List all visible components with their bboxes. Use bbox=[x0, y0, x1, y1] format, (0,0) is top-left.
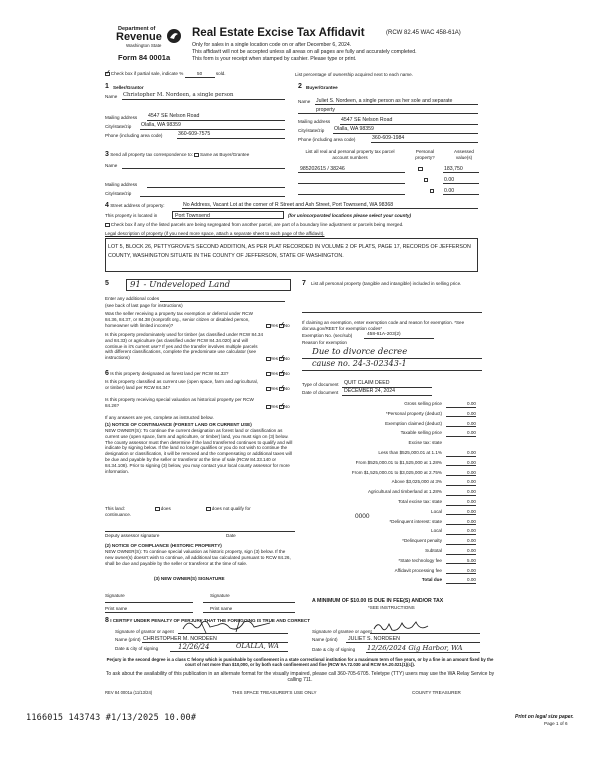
parcel-head-assessed: Assessed value(s) bbox=[454, 149, 474, 160]
tax-row-label: Above $3,025,000 at 3% bbox=[391, 479, 442, 485]
sec8-number: 8 bbox=[105, 617, 109, 624]
land-does-not-checkbox[interactable] bbox=[206, 507, 211, 512]
legal-description: LOT 5, BLOCK 26, PETTYGROVE'S SECOND ADDITION, AS PER PLAT RECORDED IN VOLUME 2 OF PLATS, PAGE 17, RECORDS OF JEFFERSON COUNTY, WASHINGTON SITUATE IN THE COUNTY OF JEFFERSON, STATE OF WASHINGTON. bbox=[108, 244, 471, 259]
treasurer-only: THIS SPACE TREASURER'S USE ONLY bbox=[232, 690, 317, 695]
corr-city-field[interactable] bbox=[140, 196, 285, 197]
grantor-sig-label: Signature of grantor or agent bbox=[115, 629, 174, 634]
tax-row-value[interactable]: 0.00 bbox=[446, 528, 476, 535]
tax-row-value[interactable]: 0.00 bbox=[446, 411, 476, 418]
sec5-number: 5 bbox=[105, 280, 109, 287]
sec5-q1-no-checkbox[interactable] bbox=[279, 324, 284, 329]
notice2-body: NEW OWNER(S): To continue special valuation as historic property, sign (3) below. If the new owner(s) doesn't wish to continue, all additional tax calculated pursuant to RCW 84.26, shall be due and payable by the seller or transferor at the time of sale. bbox=[105, 549, 291, 566]
sec6-if-yes: If any answers are yes, complete as instructed below. bbox=[105, 415, 214, 420]
deputy-signature-label: Deputy assessor signature bbox=[105, 533, 160, 538]
partial-sale-percent[interactable]: 50 bbox=[185, 71, 215, 78]
notice2-heading: (2) NOTICE OF COMPLIANCE (HISTORIC PROPERTY) bbox=[105, 543, 222, 548]
tax-row-label: Total excise tax: state bbox=[398, 499, 442, 504]
see-instructions: *SEE INSTRUCTIONS bbox=[368, 605, 415, 610]
grantee-date[interactable]: 12/26/2024 Gig Harbor, WA bbox=[367, 644, 463, 652]
dept-line2: Revenue bbox=[116, 31, 162, 43]
buyer-city[interactable]: Olalla, WA 98359 bbox=[334, 126, 374, 132]
tax-row-value[interactable]: 0.00 bbox=[446, 450, 476, 457]
legal-description-box[interactable] bbox=[105, 238, 478, 272]
doc-date-label: Date of document bbox=[302, 390, 339, 395]
seller-mail-label: Mailing address bbox=[105, 115, 138, 120]
correspondence-section-number: 3 bbox=[105, 151, 109, 158]
this-land-label: This land: bbox=[105, 506, 125, 511]
grantee-name-label: Name (print) bbox=[312, 637, 338, 642]
page-number: Page 1 of 6 bbox=[544, 721, 568, 726]
certify-text: I CERTIFY UNDER PENALTY OF PERJURY THAT THE FOREGOING IS TRUE AND CORRECT bbox=[110, 618, 311, 623]
tax-row-label: *Delinquent penalty bbox=[402, 538, 442, 544]
seller-phone[interactable]: 360-609-7575 bbox=[178, 131, 211, 137]
sec5-q2-yes-checkbox[interactable] bbox=[266, 357, 271, 362]
sec6-q2-no-checkbox[interactable] bbox=[279, 387, 284, 392]
buyer-phone-label: Phone (including area code) bbox=[298, 137, 356, 142]
parcel-1-assessed[interactable]: 183,750 bbox=[444, 166, 463, 172]
buyer-section-number: 2 bbox=[298, 83, 302, 90]
grantor-date[interactable]: 12/26/24 bbox=[178, 643, 210, 651]
address-label: Street address of property: bbox=[110, 203, 165, 208]
tax-row-label: Excise tax: state bbox=[408, 440, 442, 446]
alt-format-text: To ask about the availability of this publication in an alternate format for the visually impaired, please call 360-705-6705. Teletype (TTY) users may use the WA Relay Service by calling 711. bbox=[105, 671, 495, 683]
segregate-checkbox[interactable] bbox=[105, 223, 110, 228]
notice3-heading: (3) NEW OWNER(S) SIGNATURE bbox=[154, 576, 225, 581]
doc-date[interactable]: DECEMBER 24, 2024 bbox=[344, 388, 396, 394]
buyer-heading: Buyer/Grantee bbox=[306, 85, 338, 90]
corr-mail-label: Mailing address bbox=[105, 182, 138, 187]
seller-city-label: City/state/zip bbox=[105, 124, 132, 129]
deputy-date-label: Date bbox=[226, 533, 236, 538]
header-note2: This affidavit will not be accepted unless all areas on all pages are fully and accurately completed. bbox=[192, 49, 417, 55]
partial-sale-checkbox[interactable] bbox=[105, 72, 110, 77]
see-back-note: (see back of last page for instructions) bbox=[105, 303, 183, 308]
tax-row-label: Total due bbox=[421, 577, 442, 583]
sec5-q2: Is this property predominately used for timber (as classified under RCW 84.34 and 84.33) or agriculture (as classified under RCW 84.34.020) and will continue in it's current use? If yes and the transfer involves multiple parcels with different classifications, complete the predominate use calculator (see instructions) bbox=[105, 332, 264, 361]
parcel-2-assessed[interactable]: 0.00 bbox=[444, 177, 455, 183]
tax-row-value[interactable]: 0.00 bbox=[446, 499, 476, 506]
parcel-1[interactable]: 985202615 / 38246 bbox=[300, 166, 345, 172]
reason-line-2[interactable]: cause no. 24-3-02343-1 bbox=[312, 359, 407, 368]
seller-city[interactable]: Olalla, WA 98359 bbox=[141, 122, 181, 128]
notice1-heading: (1) NOTICE OF CONTINUANCE (FOREST LAND OR CURRENT USE) bbox=[105, 422, 252, 427]
grantee-name[interactable]: JULIET S. NORDEEN bbox=[348, 636, 400, 642]
buyer-city-label: City/state/zip bbox=[298, 128, 325, 133]
tax-row-label: Agricultural and timberland at 1.28% bbox=[367, 489, 442, 495]
property-address[interactable]: No Address, Vacant Lot at the corner of R Street and Ash Street, Port Townsend, WA 98368 bbox=[183, 202, 394, 208]
sec6-number: 6 bbox=[105, 370, 109, 377]
tax-row-value[interactable]: 0.00 bbox=[446, 538, 476, 545]
legal-label: Legal description of property (if you need more space, attach a separate sheet to each page of the affidavit). bbox=[105, 231, 325, 236]
new-owner-signature-2[interactable]: Signature bbox=[210, 593, 230, 598]
tax-row-label: Taxable selling price bbox=[400, 430, 442, 436]
sec6-q2: Is this property classified as current use (open space, farm and agricultural, or timber) land per RCW 84.34? bbox=[105, 379, 258, 390]
sec6-q1-no-checkbox[interactable] bbox=[279, 372, 284, 377]
tax-row-value[interactable]: 5.00 bbox=[446, 558, 476, 565]
sec6-q3-no-checkbox[interactable] bbox=[279, 405, 284, 410]
seller-section-number: 1 bbox=[105, 83, 109, 90]
parcel-head-list: List all real and personal property tax parcel account numbers bbox=[305, 149, 395, 160]
tax-row-label: *Delinquent interest: state bbox=[389, 518, 442, 524]
parcel-3-personal-checkbox[interactable] bbox=[430, 189, 435, 194]
exemption-intro: If claiming an exemption, enter exemption code and reason for exemption. *See dor.wa.gov/REET for exemption codes* bbox=[302, 320, 465, 331]
tax-row-value[interactable]: 0.00 bbox=[446, 460, 476, 467]
form-rcw: (RCW 82.45 WAC 458-61A) bbox=[386, 30, 461, 36]
located-note: (for unincorporated locations please select your county) bbox=[288, 213, 412, 218]
local-code: 0000 bbox=[355, 513, 370, 520]
buyer-mail[interactable]: 4547 SE Nelson Road bbox=[341, 117, 393, 123]
buyer-mail-label: Mailing address bbox=[298, 119, 331, 124]
grantee-date-label: Date & city of signing bbox=[312, 647, 356, 652]
tax-row-value[interactable]: 0.00 bbox=[446, 489, 476, 496]
doc-type[interactable]: QUIT CLAIM DEED bbox=[344, 380, 390, 386]
partial-sale-label: Check box if partial sale, indicate % bbox=[110, 71, 184, 76]
tax-row-value[interactable]: 0.00 bbox=[446, 479, 476, 486]
tax-row-label: From $525,000.01 to $1,525,000 at 1.28% bbox=[355, 459, 442, 465]
recording-stamp: 1166015 143743 #1/13/2025 10.00# bbox=[26, 713, 197, 723]
tax-row-value[interactable]: 0.00 bbox=[446, 577, 476, 584]
parcel-3-assessed[interactable]: 0.00 bbox=[444, 188, 455, 194]
tax-row-label: Local bbox=[431, 528, 442, 534]
tax-row-value[interactable]: 0.00 bbox=[446, 568, 476, 575]
sec7-label: List all personal property (tangible and intangible) included in selling price. bbox=[311, 281, 462, 286]
parcel-2[interactable] bbox=[298, 183, 405, 184]
parcel-2-personal-checkbox[interactable] bbox=[424, 178, 429, 183]
sec6-q3: Is this property receiving special valuation as historical property per RCW 84.26? bbox=[105, 397, 254, 408]
buyer-name[interactable]: Juliet S. Nordeen, a single person as her sole and separate property bbox=[316, 98, 453, 113]
seller-mail[interactable]: 4547 SE Nelson Road bbox=[148, 113, 200, 119]
buyer-phone[interactable]: 360-609-1984 bbox=[372, 135, 405, 141]
partial-sale bbox=[105, 71, 226, 78]
dept-line1: Department of bbox=[118, 26, 156, 32]
same-as-buyer-checkbox[interactable] bbox=[194, 153, 199, 158]
tax-row-label: *State technology fee bbox=[398, 557, 442, 563]
dept-line3: Washington State bbox=[126, 43, 162, 48]
grantor-name-label: Name (print) bbox=[115, 637, 141, 642]
parcel-3[interactable] bbox=[298, 194, 405, 195]
tax-row-label: Less than $525,000.01 at 1.1% bbox=[378, 450, 442, 455]
tax-row-label: Subtotal bbox=[425, 548, 442, 553]
tax-row-value[interactable]: 0.00 bbox=[446, 509, 476, 516]
sec6-q2-yes-checkbox[interactable] bbox=[266, 387, 271, 392]
seller-name[interactable]: Christopher M. Nordeen, a single person bbox=[123, 92, 234, 98]
grantor-name[interactable]: CHRISTOPHER M. NORDEEN bbox=[143, 636, 217, 642]
sec6-q1: Is this property designated as forest land per RCW 84.33? bbox=[110, 371, 229, 376]
ownership-note: List percentage of ownership acquired next to each name. bbox=[295, 72, 413, 77]
reason-line-1[interactable]: Due to divorce decree bbox=[312, 347, 408, 357]
land-use-select[interactable]: 91 - Undeveloped Land bbox=[126, 279, 291, 291]
located-select[interactable]: Port Townsend bbox=[172, 211, 284, 219]
land-does-checkbox[interactable] bbox=[155, 507, 160, 512]
grantor-city[interactable]: OLALLA, WA bbox=[236, 642, 279, 650]
seller-name-label: Name bbox=[105, 94, 118, 99]
tax-row-label: Local bbox=[431, 508, 442, 514]
header-note3: This form is your receipt when stamped by cashier. Please type or print. bbox=[192, 56, 357, 62]
dor-emblem-icon bbox=[166, 28, 182, 44]
additional-codes-field[interactable] bbox=[160, 301, 285, 302]
tax-row-value[interactable]: 0.00 bbox=[446, 519, 476, 526]
tax-row-value[interactable]: 0.00 bbox=[446, 421, 476, 428]
corr-name-field[interactable] bbox=[122, 168, 285, 169]
sec6-q1-yes-checkbox[interactable] bbox=[266, 372, 271, 377]
grantor-date-label: Date & city of signing bbox=[115, 646, 159, 651]
minimum-note: A MINIMUM OF $10.00 IS DUE IN FEE(S) AND/OR TAX bbox=[312, 598, 444, 604]
buyer-name-label: Name bbox=[298, 99, 311, 104]
same-as-buyer-label: Same as Buyer/Grantee bbox=[200, 152, 250, 157]
exemption-label: Exemption No. (sec/sub) bbox=[302, 333, 353, 338]
corr-name-label: Name bbox=[105, 163, 118, 168]
form-title: Real Estate Excise Tax Affidavit bbox=[192, 27, 365, 39]
rev-number: REV 84 0001a (11/13/24) bbox=[105, 690, 153, 695]
partial-sale-post: sold. bbox=[215, 71, 226, 76]
correspondence-row bbox=[105, 151, 249, 159]
corr-city-label: City/state/zip bbox=[105, 191, 132, 196]
sec7-number: 7 bbox=[302, 280, 306, 287]
enter-codes-label: Enter any additional codes bbox=[105, 296, 160, 301]
located-label: This property is located in bbox=[105, 213, 158, 218]
header-note1: Only for sales in a single location code on or after December 6, 2024. bbox=[192, 42, 352, 48]
seller-heading: Seller/Grantor bbox=[113, 85, 144, 90]
reason-label: Reason for exemption bbox=[302, 340, 347, 345]
tax-row-label: Gross selling price bbox=[404, 401, 442, 406]
new-owner-print-1[interactable]: Print name bbox=[105, 606, 128, 611]
segregate-label: Check box if any of the listed parcels are being segregated from another parcel, are part of a boundary line adjustment or parcels being merged. bbox=[110, 222, 404, 227]
grantee-sig-label: Signature of grantee or agent bbox=[312, 629, 372, 634]
tax-row-label: Exemption claimed (deduct) bbox=[385, 420, 442, 426]
new-owner-print-2[interactable]: Print name bbox=[210, 606, 233, 611]
county-treasurer: COUNTY TREASURER bbox=[412, 690, 461, 695]
new-owner-signature-1[interactable]: Signature bbox=[105, 593, 125, 598]
tax-row-label: Affidavit processing fee bbox=[394, 567, 442, 573]
perjury-text: Perjury in the second degree is a class C felony which is punishable by confinement in a state correctional institution for a maximum term of five years, or by a fine in an amount fixed by the court of not more than $10,000, or by both such confinement and fine (RCW 9A.72.030 and RCW 9A.20.021(1)(c)). bbox=[106, 657, 494, 668]
sec5-q1: Was the seller receiving a property tax exemption or deferral under RCW 84.36, 84.37, or 84.38 (nonprofit org., senior citizen or disabled person, homeowner with limited income)? bbox=[105, 311, 253, 328]
tax-row-value[interactable]: 0.00 bbox=[446, 548, 476, 555]
correspondence-label: Send all property tax correspondence to: bbox=[110, 152, 193, 157]
notice1-body: NEW OWNER(S): To continue the current designation as forest land or classification as current use (open space, farm and agriculture, or timber) land, you must sign on (3) below. The county assessor must then determine if the land transferred continues to qualify and will indicate by signing below. If the land no longer qualifies or you do not wish to continue the designation or classification, it will be removed and the compensating or additional taxes will be due and payable by the seller or transferor at the time of sale (RCW 84.33.140 or 84.34.108). Prior to signing (3) below, you may contact your local county assessor for more information. bbox=[105, 428, 293, 474]
tax-row-value[interactable]: 0.00 bbox=[446, 430, 476, 437]
corr-mail-field[interactable] bbox=[147, 187, 285, 188]
tax-row-label: From $1,525,000.01 to $3,025,000 at 2.75% bbox=[351, 469, 442, 475]
form-number: Form 84 0001a bbox=[118, 53, 171, 62]
legal-size-note: Print on legal size paper. bbox=[515, 714, 574, 720]
tax-row-label: *Personal property (deduct) bbox=[385, 410, 442, 416]
address-section-number: 4 bbox=[105, 202, 109, 209]
continuance-label: continuance. bbox=[105, 512, 132, 517]
seller-phone-label: Phone (including area code) bbox=[105, 133, 163, 138]
tax-row-value[interactable]: 0.00 bbox=[446, 470, 476, 477]
parcel-head-personal: Personal property? bbox=[415, 149, 435, 160]
tax-row-value[interactable]: 0.00 bbox=[446, 401, 476, 408]
sec6-q3-yes-checkbox[interactable] bbox=[266, 405, 271, 410]
sec5-q1-yes-checkbox[interactable] bbox=[266, 324, 271, 329]
parcel-1-personal-checkbox[interactable] bbox=[418, 167, 423, 172]
sec5-q2-no-checkbox[interactable] bbox=[279, 357, 284, 362]
doc-type-label: Type of document bbox=[302, 382, 339, 387]
exemption-number[interactable]: 458-61A-203(2) bbox=[367, 332, 401, 337]
